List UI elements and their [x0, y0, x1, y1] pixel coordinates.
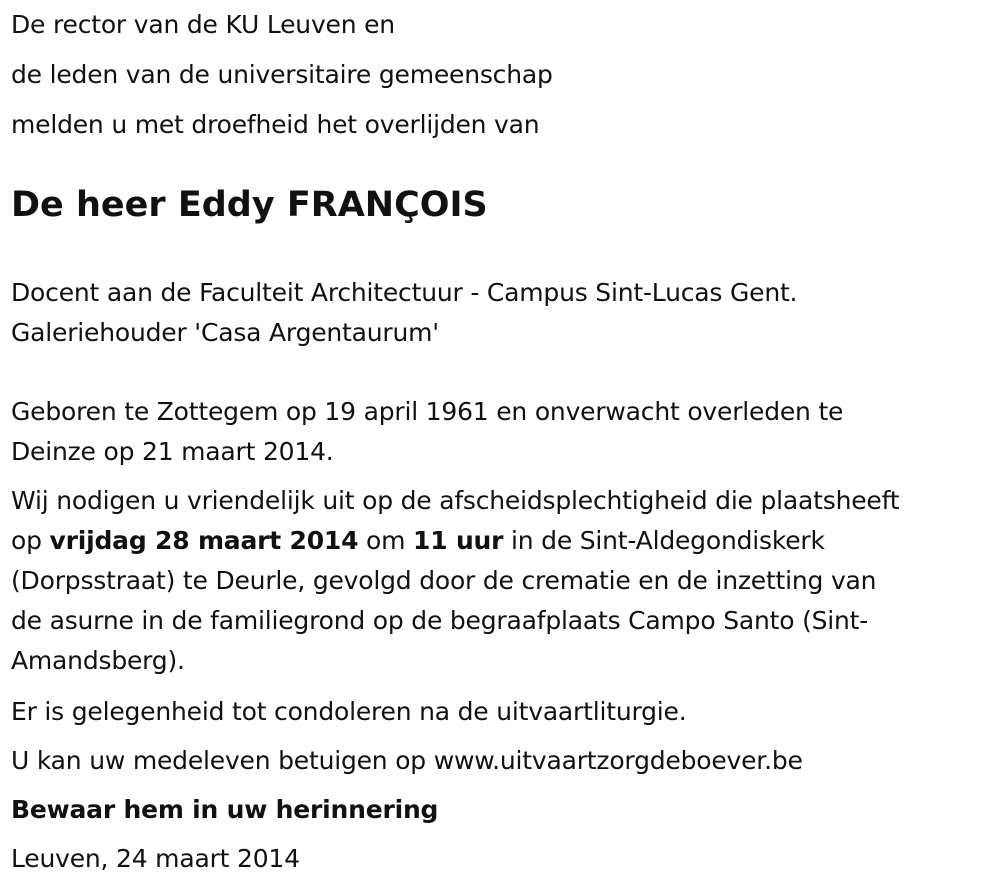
ceremony-line-1: Wij nodigen u vriendelijk uit op de afscheidsplechtigheid die plaatsheeft — [11, 486, 900, 515]
ceremony-om: om — [358, 526, 414, 555]
birth-death-line-1: Geboren te Zottegem op 19 april 1961 en onverwacht overleden te — [11, 397, 844, 426]
intro-line-3: melden u met droefheid het overlijden van — [11, 110, 540, 139]
condolence-text: Er is gelegenheid tot condoleren na de uitvaartliturgie. — [11, 697, 687, 726]
intro-line-1: De rector van de KU Leuven en — [11, 10, 395, 39]
ceremony-line-2 — [11, 521, 825, 561]
ceremony-line-3: (Dorpsstraat) te Deurle, gevolgd door de crematie en de inzetting van — [11, 566, 877, 595]
ceremony-time: 11 uur — [413, 526, 504, 555]
place-date: Leuven, 24 maart 2014 — [11, 844, 300, 873]
ceremony-date: vrijdag 28 maart 2014 — [49, 526, 359, 555]
role-line-2: Galeriehouder 'Casa Argentaurum' — [11, 318, 439, 347]
birth-death-line-2: Deinze op 21 maart 2014. — [11, 437, 334, 466]
ceremony-line-4: de asurne in de familiegrond op de begraafplaats Campo Santo (Sint- — [11, 606, 869, 635]
deceased-name: De heer Eddy FRANÇOIS — [11, 185, 488, 225]
intro-line-2: de leden van de universitaire gemeenschap — [11, 60, 553, 89]
ceremony-op: op — [11, 526, 50, 555]
online-condolence-text: U kan uw medeleven betuigen op www.uitvaartzorgdeboever.be — [11, 746, 803, 775]
remember-text: Bewaar hem in uw herinnering — [11, 795, 439, 824]
ceremony-place: in de Sint-Aldegondiskerk — [503, 526, 825, 555]
ceremony-line-5: Amandsberg). — [11, 646, 185, 675]
role-line-1: Docent aan de Faculteit Architectuur - Campus Sint-Lucas Gent. — [11, 278, 798, 307]
